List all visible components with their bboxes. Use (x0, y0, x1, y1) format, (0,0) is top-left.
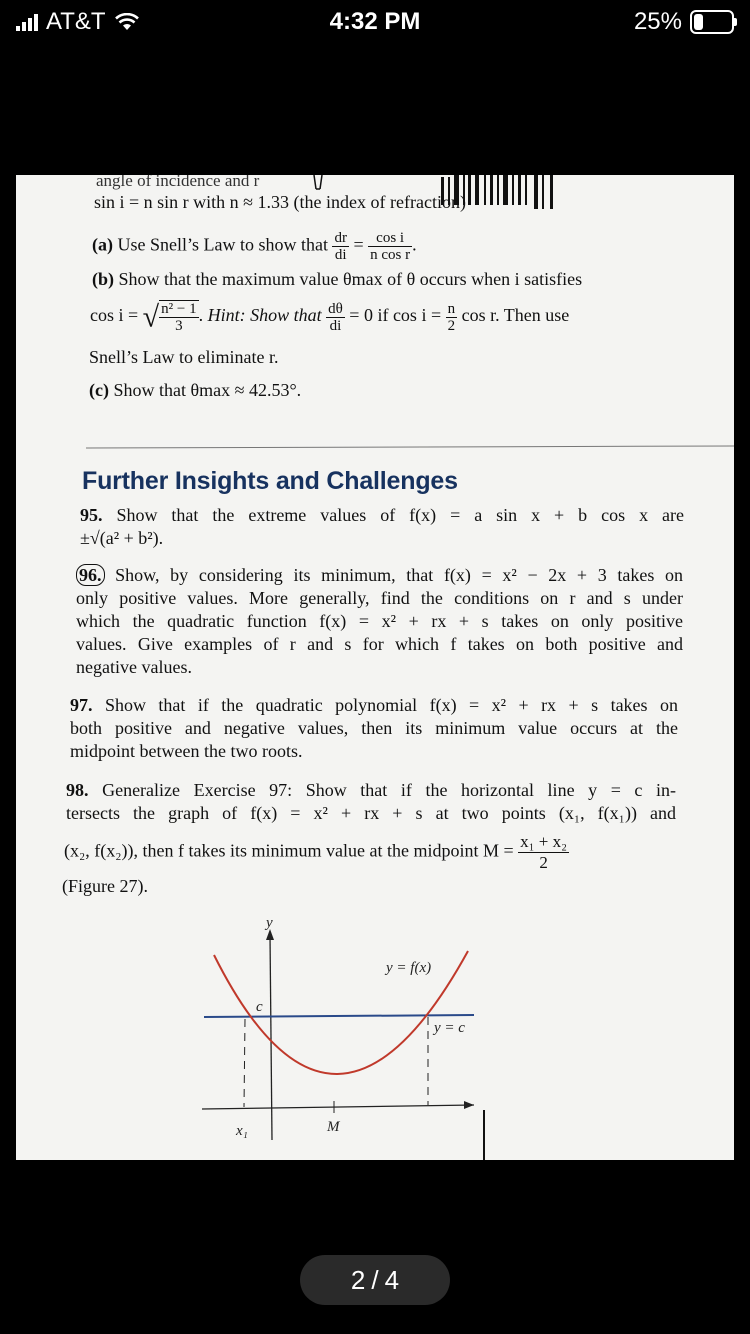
ex98-line4: (Figure 27). (62, 876, 148, 896)
ex96-line: Show, by considering its minimum, that f(x) = x² − 2x + 3 takes on (115, 565, 684, 585)
frac-den: 3 (175, 318, 183, 334)
part-a-text: Use Snell’s Law to show that (117, 234, 328, 255)
page-separator: / (371, 1264, 379, 1295)
part-c-label: (c) (89, 380, 109, 400)
part-b-line2: cos i = √ $\frac{\text{n² − 1}}{3}$ . Hint: Show that $\frac{d\theta}{di}$ = 0 if cos i = $\frac{n}{2}$ cos r. Then use (90, 300, 570, 334)
zero-if: = 0 if cos i = (349, 305, 442, 326)
x1-label: x₁ (236, 1123, 248, 1139)
cos-eq: cos i = (90, 305, 139, 326)
sqrt-fraction (159, 300, 198, 334)
ex98-line: Generalize Exercise 97: Show that if the horizontal line y = c in- (102, 780, 676, 800)
part-c-text: Show that θmax ≈ 42.53°. (113, 380, 302, 400)
ex97-line: midpoint between the two roots. (70, 741, 303, 761)
frac-num: x₁ + x₂ (520, 832, 568, 851)
ex95-line2: ±√(a² + b²). (80, 528, 164, 548)
part-b-text: Show that the maximum value θmax of θ occurs when i satisfies (118, 269, 583, 289)
frac-den: 2 (539, 853, 548, 872)
frac-num: dθ (328, 300, 343, 317)
ex97-line: both positive and negative values, then its minimum value occurs at the (70, 718, 678, 738)
intro-line: sin i = n sin r with n ≈ 1.33 (the index of refraction) (94, 192, 466, 212)
frac-num: dr (334, 230, 347, 246)
ex95-number: 95. (80, 505, 103, 525)
ex98-line3 (64, 832, 569, 873)
ex95-line1: Show that the extreme values of f(x) = a sin x + b cos x are (116, 505, 685, 525)
battery-icon (690, 10, 734, 34)
line-label: y = c (434, 1020, 465, 1036)
n-over-2-fraction (446, 301, 458, 334)
status-bar (0, 0, 750, 40)
page-indicator[interactable] (300, 1255, 450, 1305)
top-fragment: angle of incidence and r (96, 175, 260, 190)
frac-den: di (329, 317, 342, 334)
status-right (634, 8, 734, 36)
y-axis-label: y (266, 915, 273, 931)
ex97-number: 97. (70, 695, 93, 715)
exercise-95 (80, 504, 684, 527)
ex96-number: 96. (76, 564, 105, 586)
carrier: AT&T (46, 8, 106, 35)
ex98-line: (x₂, f(x₂)), then f takes its minimum value at the midpoint M = (64, 840, 514, 861)
part-a: (a) Use Snell’s Law to show that $\frac{dr}{di}$ = $\frac{\text{cos i}}{\text{n cos r}}$ . (92, 230, 417, 263)
exercise-97 (70, 694, 678, 763)
dr-di-fraction (332, 230, 349, 263)
frac-num: n² − 1 (161, 301, 197, 317)
ex98-line: tersects the graph of f(x) = x² + rx + s at two points (x₁, f(x₁)) and (66, 803, 676, 823)
m-label: M (327, 1119, 340, 1135)
ex96-line: negative values. (76, 657, 192, 677)
cos-ratio-fraction (368, 230, 412, 263)
document-page[interactable] (16, 175, 734, 1160)
part-b-line1 (92, 268, 692, 291)
part-b-line3: Snell’s Law to eliminate r. (89, 347, 279, 367)
current-page: 2 (350, 1264, 366, 1295)
frac-num: cos i (368, 230, 412, 247)
line-y-equals-c (204, 1015, 474, 1017)
x-axis (202, 1105, 474, 1109)
x-axis-arrow (464, 1101, 474, 1109)
clock: 4:32 PM (329, 8, 421, 35)
part-a-label: (a) (92, 234, 113, 255)
x1-dashed-line (244, 1019, 245, 1107)
battery-percent: 25% (633, 8, 682, 35)
section-title: Further Insights and Challenges (82, 467, 458, 495)
c-label: c (256, 999, 263, 1015)
ex96-line: only positive values. More generally, find the conditions on r and s under (76, 588, 683, 608)
frac-den: di (334, 247, 347, 263)
midpoint-fraction (518, 832, 569, 873)
frac-num: n (447, 300, 456, 317)
part-b-label: (b) (92, 269, 114, 289)
figure-27 (16, 915, 734, 1160)
then-use: cos r. Then use (461, 305, 570, 326)
frac-den: n cos r (370, 247, 411, 263)
part-c (89, 379, 301, 402)
ex97-line: Show that if the quadratic polynomial f(x) = x² + rx + s takes on (104, 695, 678, 715)
dtheta-di-fraction (326, 301, 345, 334)
ex96-line: which the quadratic function f(x) = x² + rx + s takes on only positive (76, 611, 683, 631)
curve-label: y = f(x) (386, 960, 432, 976)
y-axis (270, 935, 272, 1140)
total-pages: 4 (384, 1264, 400, 1295)
frac-den: 2 (447, 317, 456, 334)
exercise-96 (76, 564, 683, 679)
ex98-number: 98. (66, 780, 89, 800)
hint-text: Hint: Show that (207, 305, 322, 326)
ex96-line: values. Give examples of r and s for which f takes on both positive and (76, 634, 683, 654)
exercise-98 (66, 779, 676, 825)
